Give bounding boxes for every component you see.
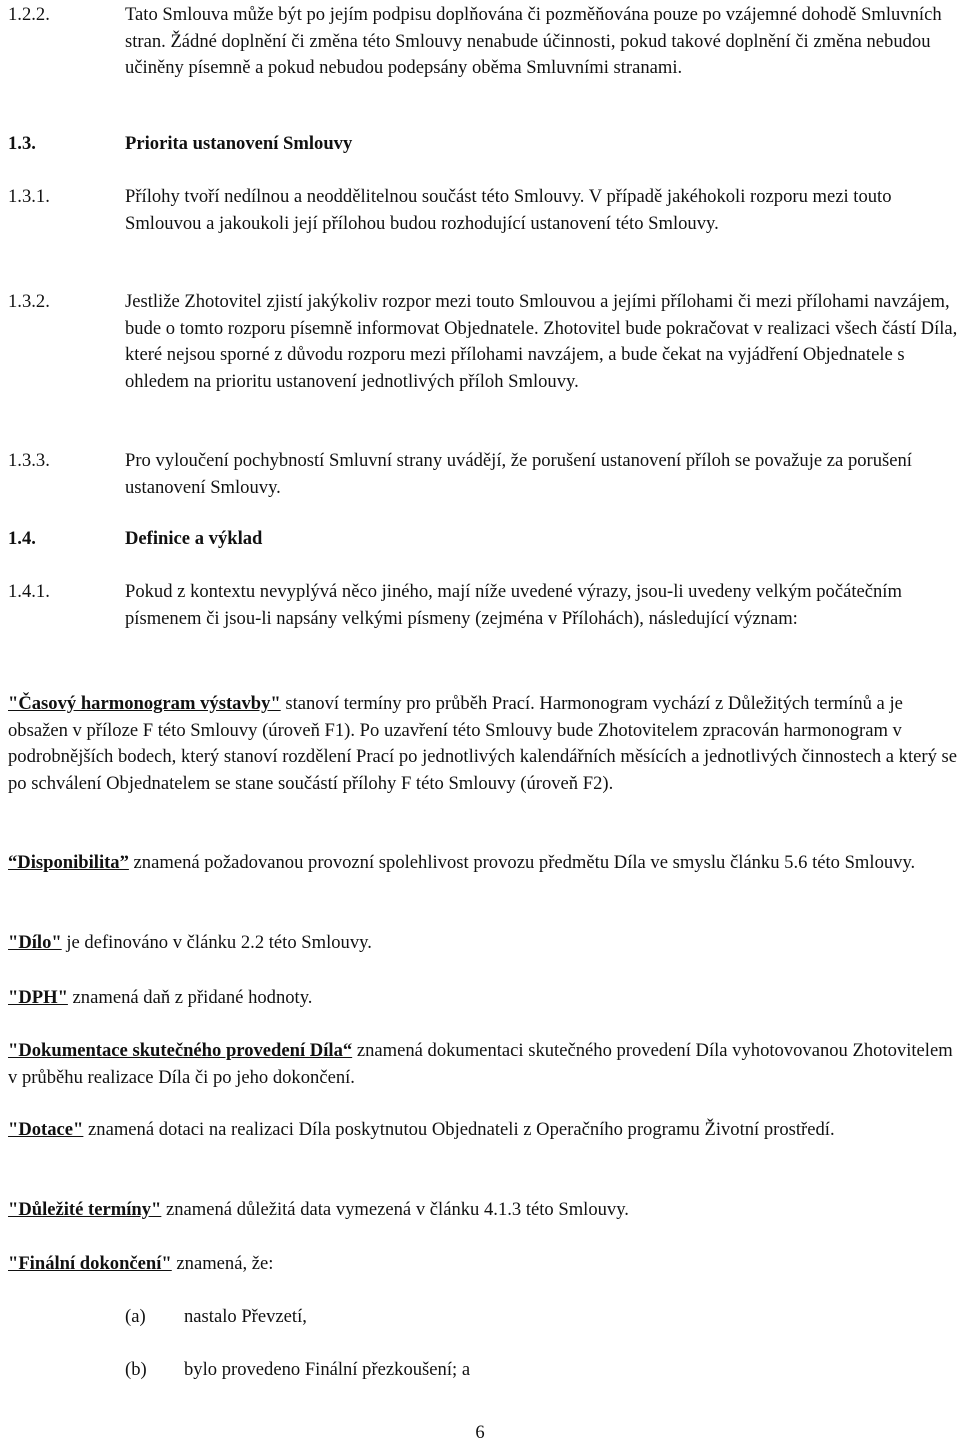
list-item-label: (a) [125,1306,146,1327]
definition-dilo [8,930,958,957]
definition-text: znamená daň z přidané hodnoty. [67,987,313,1008]
clause-1-2-2 [8,2,958,82]
definition-dokumentace [8,1038,958,1091]
clause-number: 1.4.1. [8,581,50,602]
definition-text: znamená dotaci na realizaci Díla poskytnutou Objednateli z Operačního programu Životní prostředí. [83,1119,835,1140]
clause-number: 1.3.3. [8,450,50,471]
clause-1-4-1 [8,579,958,632]
definition-dulezite-terminy [8,1197,958,1224]
definition-text: stanoví termíny pro průběh Prací. Harmonogram vychází z Důležitých termínů a je obsažen v příloze F této Smlouvy (úroveň F1). Po uzavření této Smlouvy bude Zhotovitelem zpracován harmonogram v podrobnějších bodech, který stanoví rozdělení Prací po jednotlivých kalendářních měsících a jednotlivých činnostech a který se po schválení Objednatelem se stane součástí přílohy F této Smlouvy (úroveň F2). [8,693,958,794]
definition-text: je definováno v článku 2.2 této Smlouvy. [61,932,372,953]
definition-term: "Důležité termíny" [8,1199,162,1220]
list-item-text: bylo provedeno Finální přezkoušení; a [184,1359,471,1380]
section-heading-1-4 [8,526,958,553]
definition-casovy-harmonogram [8,691,958,797]
definition-text: znamená, že: [171,1253,274,1274]
clause-1-3-2 [8,289,958,395]
list-item-label: (b) [125,1359,147,1380]
definition-term: "Finální dokončení" [8,1253,172,1274]
definition-text: znamená důležitá data vymezená v článku 4.1.3 této Smlouvy. [161,1199,629,1220]
definition-term: "Dokumentace skutečného provedení Díla“ [8,1040,353,1061]
clause-number: 1.3.2. [8,291,50,312]
clause-1-3-3 [8,448,958,501]
definition-term: “Disponibilita” [8,852,129,873]
clause-number: 1.2.2. [8,4,50,25]
definition-term: "Dílo" [8,932,62,953]
definition-disponibilita [8,850,958,877]
clause-number: 1.3.1. [8,186,50,207]
page-number: 6 [475,1422,485,1443]
list-item-text: nastalo Převzetí, [184,1306,307,1327]
definition-text: znamená dokumentaci skutečného provedení Díla vyhotovovanou Zhotovitelem v průběhu realizace Díla či po jeho dokončení. [8,1040,953,1088]
section-title: Priorita ustanovení Smlouvy [125,133,353,154]
definition-term: "DPH" [8,987,68,1008]
definition-term: "Časový harmonogram výstavby" [8,693,281,714]
section-number: 1.3. [8,133,36,154]
clause-text: Pro vyloučení pochybností Smluvní strany uvádějí, že porušení ustanovení příloh se považuje za porušení ustanovení Smlouvy. [125,450,912,498]
definition-text: znamená požadovanou provozní spolehlivost provozu předmětu Díla ve smyslu článku 5.6 této Smlouvy. [128,852,916,873]
section-number: 1.4. [8,528,36,549]
section-title: Definice a výklad [125,528,263,549]
section-heading-1-3 [8,131,958,158]
definition-dph [8,985,958,1012]
clause-text: Tato Smlouva může být po jejím podpisu doplňována či pozměňována pouze po vzájemné dohodě Smluvních stran. Žádné doplnění či změna této Smlouvy nenabude účinnosti, pokud takové doplnění či změna nebudou učiněny písemně a pokud nebudou podepsány oběma Smluvními stranami. [125,4,942,79]
clause-text: Pokud z kontextu nevyplývá něco jiného, mají níže uvedené výrazy, jsou-li uvedeny velkým počátečním písmenem či jsou-li napsány velkými písmeny (zejména v Přílohách), následující význam: [125,581,902,629]
clause-1-3-1 [8,184,958,237]
definition-term: "Dotace" [8,1119,84,1140]
definition-dotace [8,1117,958,1144]
definition-finalni-dokonceni [8,1251,958,1278]
clause-text: Přílohy tvoří nedílnou a neoddělitelnou součást této Smlouvy. V případě jakéhokoli rozporu mezi touto Smlouvou a jakoukoli její přílohou budou rozhodující ustanovení této Smlouvy. [125,186,892,234]
clause-text: Jestliže Zhotovitel zjistí jakýkoliv rozpor mezi touto Smlouvou a jejími přílohami či mezi přílohami navzájem, bude o tomto rozporu písemně informovat Objednatele. Zhotovitel bude pokračovat v realizaci všech částí Díla, které nejsou sporné z důvodu rozporu mezi přílohami navzájem, a bude čekat na vyjádření Objednatele s ohledem na prioritu ustanovení jednotlivých příloh Smlouvy. [125,291,958,392]
